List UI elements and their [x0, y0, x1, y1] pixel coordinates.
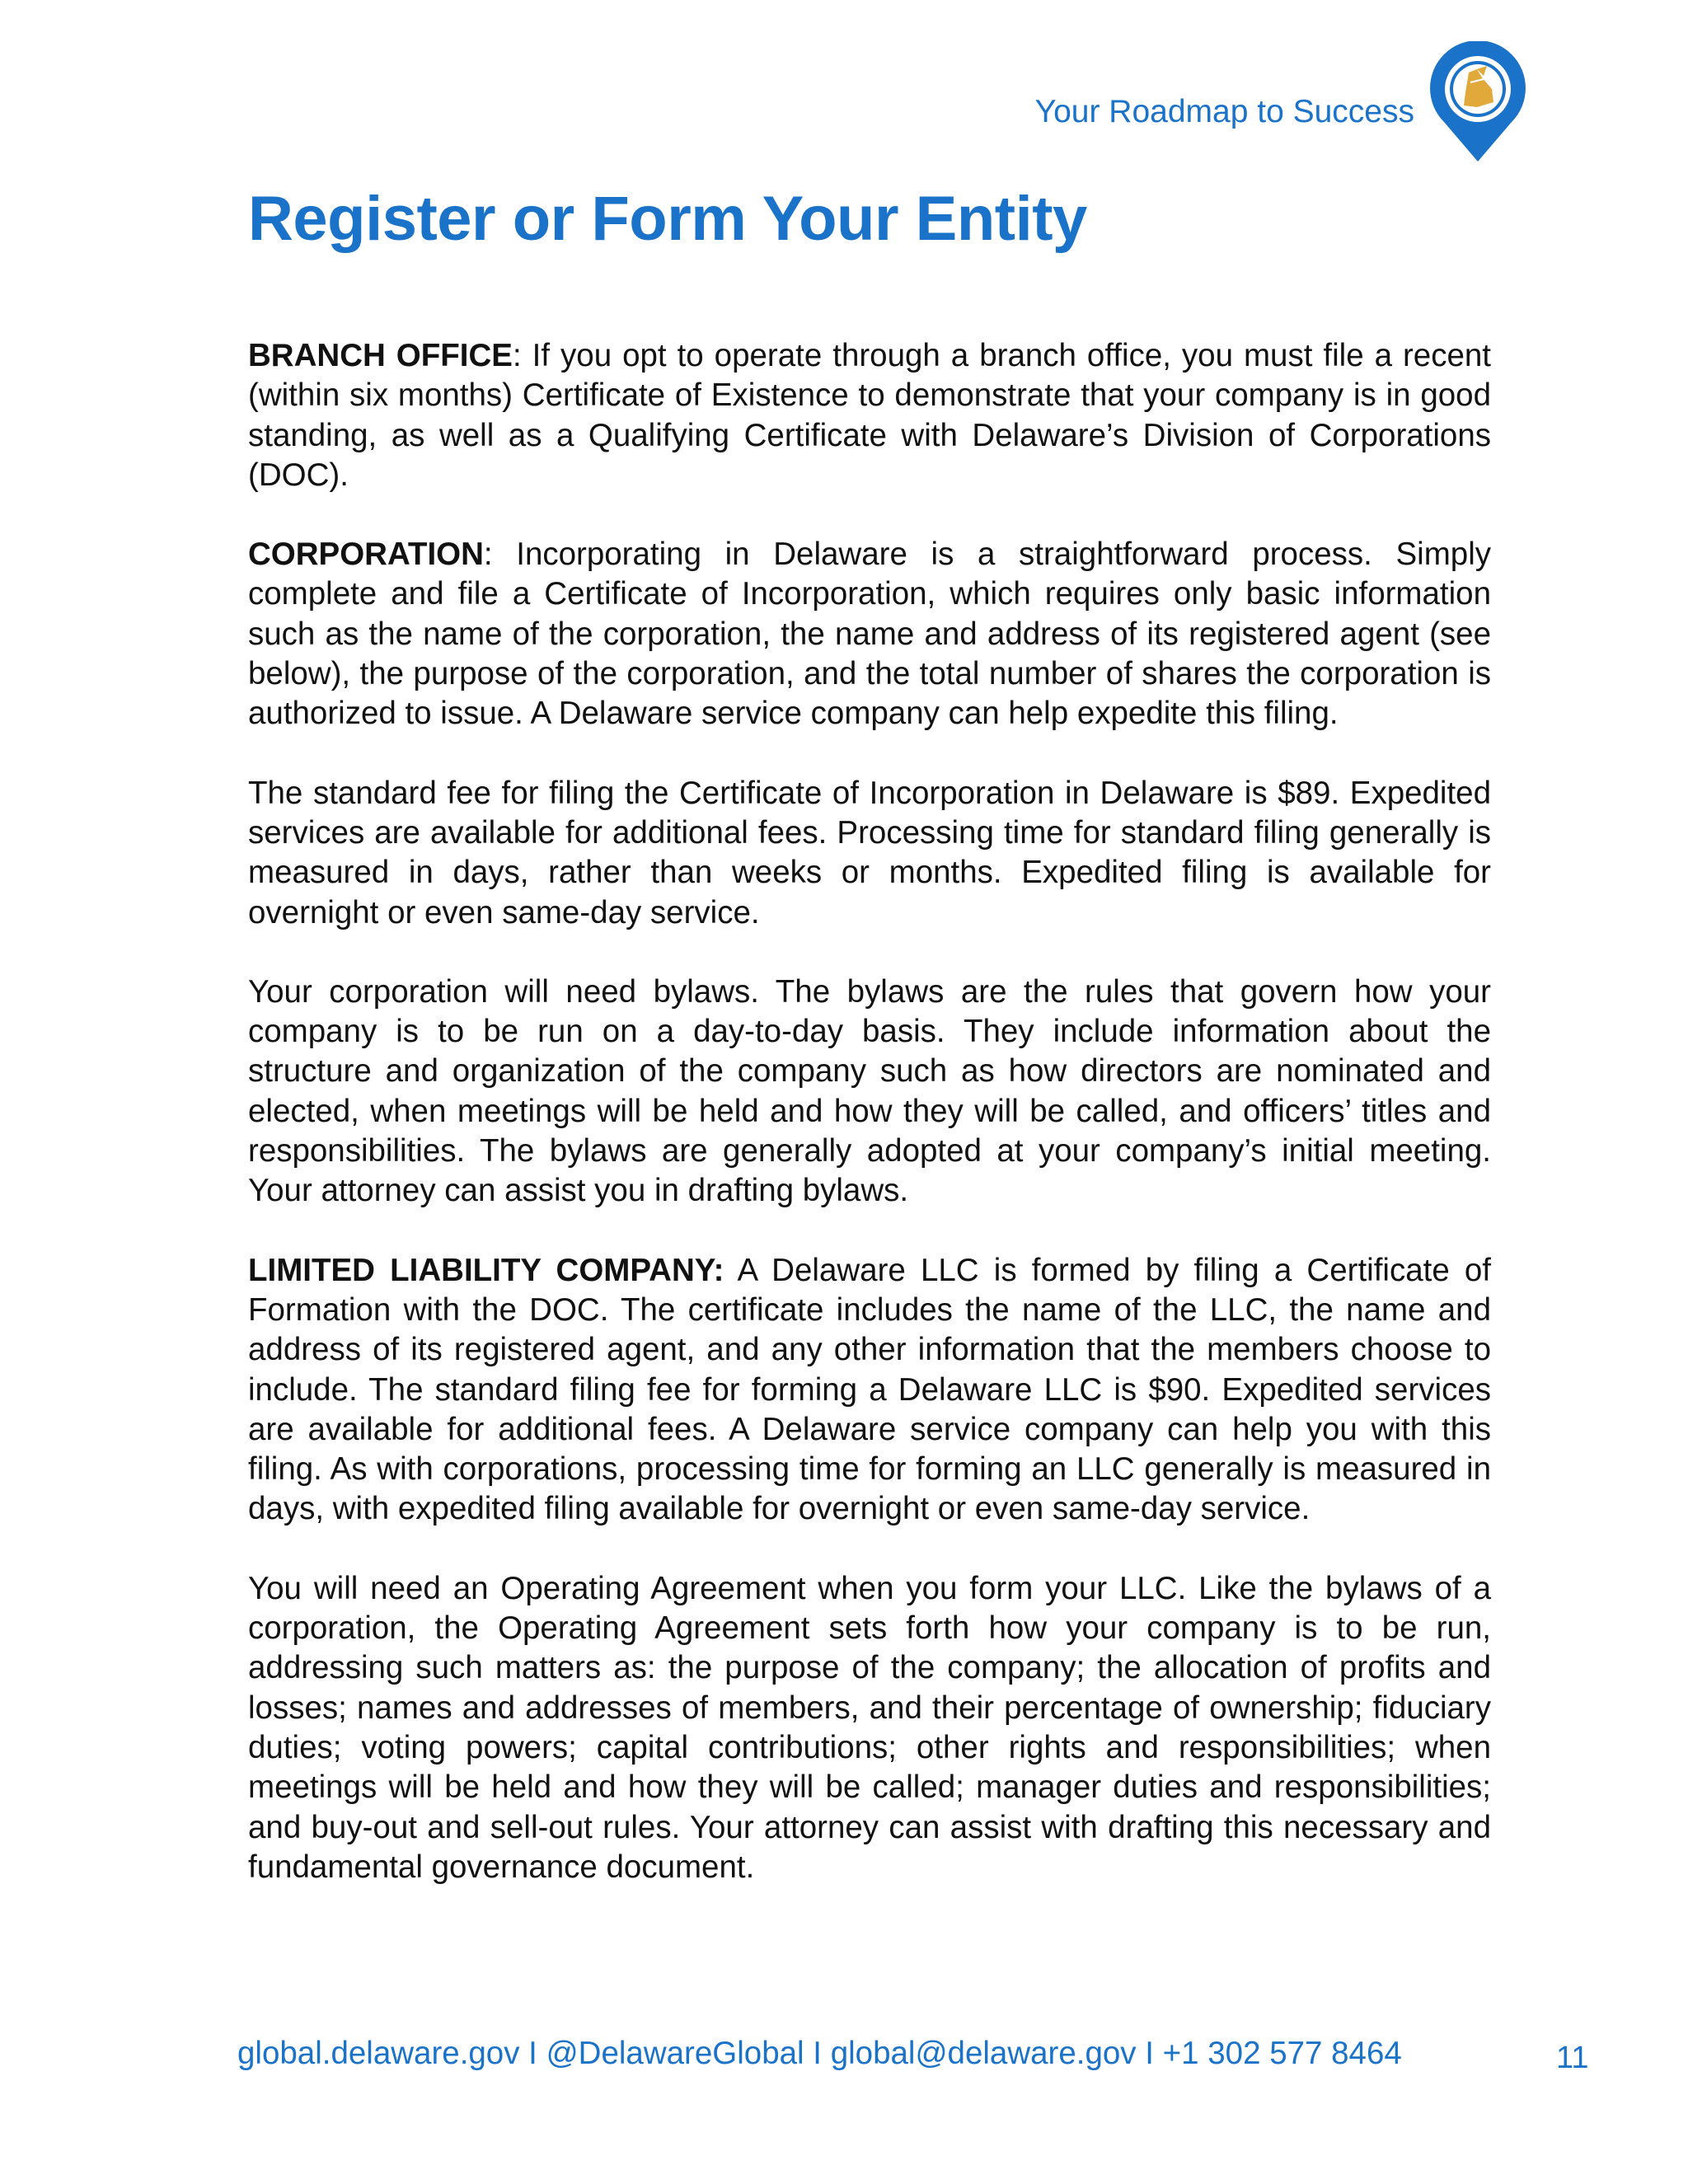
- fee-paragraph: The standard fee for filing the Certificate of Incorporation in Delaware is $89. Expedited services are available for additional fees. Processing time for standard filing generally is measured in days, rather than weeks or months. Expedited filing is available for overnight or even same-day service.: [248, 775, 1491, 930]
- header-tagline: Your Roadmap to Success: [1034, 94, 1414, 129]
- footer-separator: I: [813, 2036, 822, 2071]
- corporation-paragraph: [248, 535, 1491, 733]
- page-title: Register or Form Your Entity: [248, 184, 1087, 254]
- branch-office-text: : If you opt to operate through a branch office, you must file a recent (within six months) Certificate of Existence to demonstrate that your company is in good standing, as well as a Qualifying Certificate with Delaware’s Division of Corporations (DOC).: [248, 338, 1491, 493]
- branch-office-paragraph: [248, 336, 1491, 495]
- footer-handle-link[interactable]: @DelawareGlobal: [546, 2036, 804, 2071]
- footer-separator: I: [1145, 2036, 1154, 2071]
- branch-office-heading: BRANCH OFFICE: [248, 338, 513, 373]
- footer-separator: I: [528, 2036, 537, 2071]
- footer-phone: +1 302 577 8464: [1162, 2036, 1402, 2071]
- llc-heading: LIMITED LIABILITY COMPANY:: [248, 1252, 724, 1288]
- page-number: 11: [1556, 2041, 1589, 2075]
- corporation-heading: CORPORATION: [248, 537, 484, 573]
- footer-contact: [237, 2036, 1402, 2072]
- map-pin-graphic: [1426, 41, 1530, 165]
- map-pin-delaware-icon: [1426, 41, 1530, 165]
- footer-website-link[interactable]: global.delaware.gov: [237, 2036, 520, 2071]
- operating-agreement-paragraph: You will need an Operating Agreement when you form your LLC. Like the bylaws of a corporation, the Operating Agreement sets forth how your company is to be run, addressing such matters as: the purpose of the company; the allocation of profits and losses; names and addresses of members, and their percentage of ownership; fiduciary duties; voting powers; capital contributions; other rights and responsibilities; when meetings will be held and how they will be called; manager duties and responsibilities; and buy-out and sell-out rules. Your attorney can assist with drafting this necessary and fundamental governance document.: [248, 1570, 1491, 1885]
- llc-text: A Delaware LLC is formed by filing a Certificate of Formation with the DOC. The certificate includes the name of the LLC, the name and address of its registered agent, and any other information that the members choose to include. The standard filing fee for forming a Delaware LLC is $90. Expedited services are available for additional fees. A Delaware service company can help you with this filing. As with corporations, processing time for forming an LLC generally is measured in days, with expedited filing available for overnight or even same-day service.: [248, 1252, 1492, 1527]
- corporation-text: : Incorporating in Delaware is a straightforward process. Simply complete and file a Certificate of Incorporation, which requires only basic information such as the name of the corporation, the name and address of its registered agent (see below), the purpose of the corporation, and the total number of shares the corporation is authorized to issue. A Delaware service company can help expedite this filing.: [248, 537, 1491, 732]
- document-body: [248, 336, 1491, 1927]
- footer-email-link[interactable]: global@delaware.gov: [830, 2036, 1137, 2071]
- llc-paragraph: [248, 1251, 1491, 1530]
- bylaws-paragraph: Your corporation will need bylaws. The bylaws are the rules that govern how your company is to be run on a day-to-day basis. They include information about the structure and organization of the company such as how directors are nominated and elected, when meetings will be held and how they will be called, and officers’ titles and responsibilities. The bylaws are generally adopted at your company’s initial meeting. Your attorney can assist you in drafting bylaws.: [248, 973, 1491, 1209]
